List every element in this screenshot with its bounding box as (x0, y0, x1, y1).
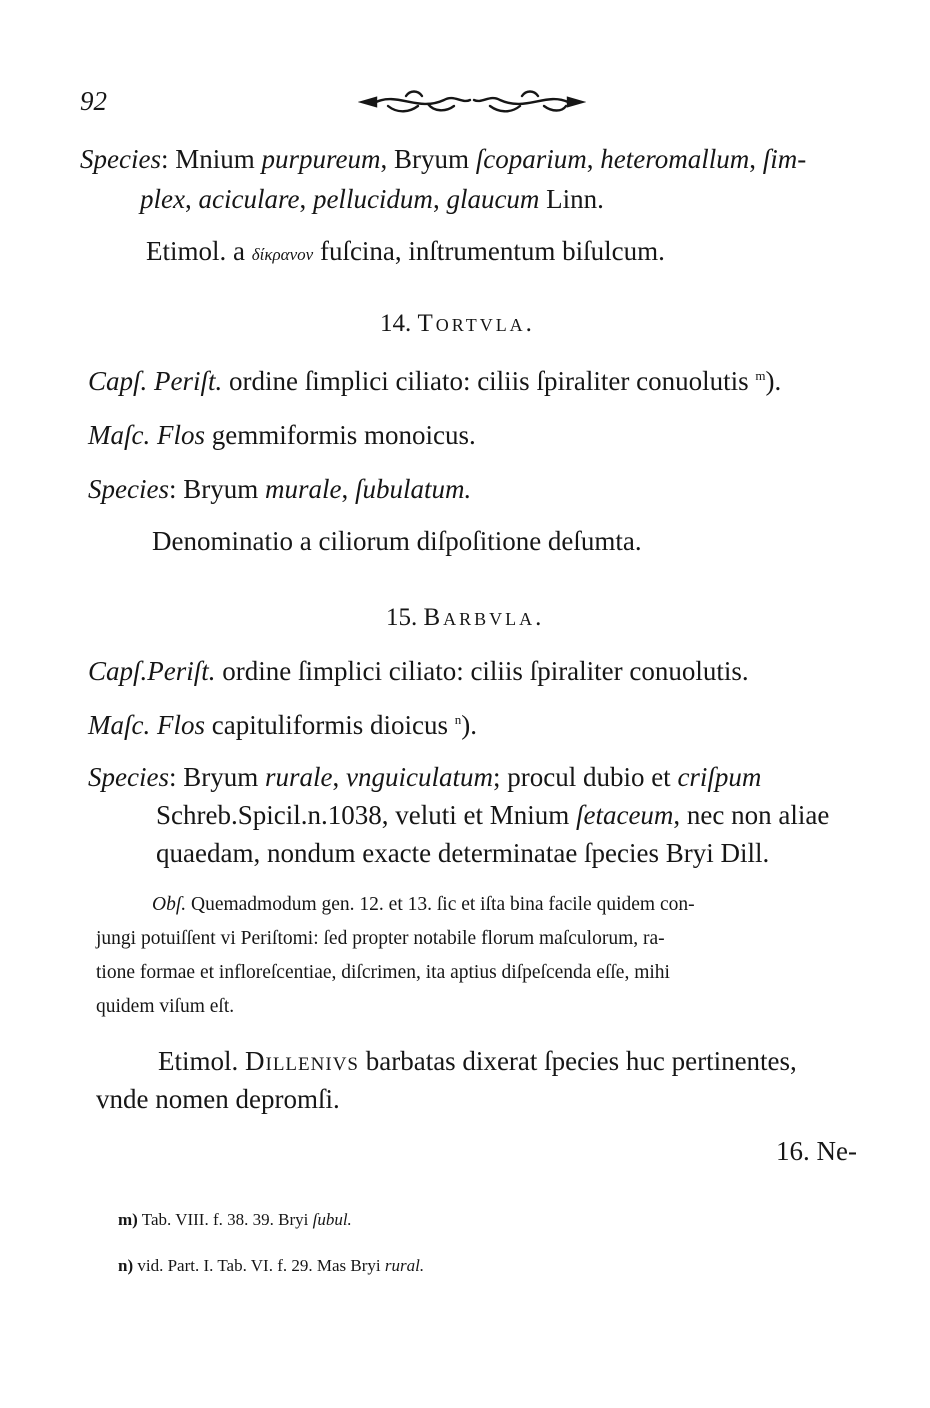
footnote-ref-m: m (755, 368, 766, 383)
page-number: 92 (80, 86, 107, 116)
tortula-capsule-line: Capſ. Periſt. ordine ſimplici ciliato: ciliis ſpiraliter conuolutis $^m$). (88, 366, 782, 396)
barbula-species-line-1: Species: Bryum rurale, vnguiculatum; procul dubio et criſpum (88, 762, 762, 792)
barbula-species-line-2: Schreb.Spicil.n.1038, veluti et Mnium ſetaceum, nec non aliae (156, 800, 830, 830)
species-line-1: Species: Mnium purpureum, Bryum ſcoparium, heteromallum, ſim- (80, 144, 807, 174)
tortula-flower-line: Maſc. Flos gemmiformis monoicus. (88, 420, 476, 450)
observation-label: Obſ. (152, 894, 187, 915)
barbula-flower-line: Maſc. Flos capituliformis dioicus $^n$). (88, 710, 477, 740)
footnote-ref-n: n (454, 712, 462, 727)
observation-line-4: quidem viſum eſt. (96, 996, 235, 1017)
species-line-2: plex, aciculare, pellucidum, glaucum Linn. (140, 184, 604, 214)
section-heading-14: 14. Tortvla. (380, 310, 535, 337)
section-heading-15: 15. Barbvla. (386, 604, 545, 631)
tortula-species-line: Species: Bryum murale, ſubulatum. (88, 474, 472, 504)
observation-line-1: Obſ. Quemadmodum gen. 12. et 13. ſic et iſta bina facile quidem con- (152, 894, 695, 915)
etymology-2-line-2: vnde nomen depromſi. (96, 1084, 340, 1114)
footnote-n: n) vid. Part. I. Tab. VI. f. 29. Mas Bryi rural. (118, 1256, 425, 1275)
etymology-2-line-1: Etimol. Dillenivs barbatas dixerat ſpecies huc pertinentes, (158, 1046, 797, 1076)
greek-word: δίκρανον (251, 245, 314, 264)
observation-line-2: jungi potuiſſent vi Periſtomi: ſed propter notabile florum maſculorum, ra- (96, 928, 665, 949)
observation-line-3: tione formae et infloreſcentiae, diſcrimen, ita aptius diſpeſcenda eſſe, mihi (96, 962, 670, 983)
decorative-headpiece-ornament-icon (358, 90, 586, 120)
tortula-denomination-line: Denominatio a ciliorum diſpoſitione deſumta. (152, 526, 642, 556)
etymology-line: Etimol. a δίκρανον fuſcina, inſtrumentum biſulcum. (146, 236, 665, 266)
barbula-species-line-3: quaedam, nondum exacte determinatae ſpecies Bryi Dill. (156, 838, 770, 868)
species-label: Species (80, 144, 161, 174)
barbula-capsule-line: Capſ.Periſt. ordine ſimplici ciliato: ciliis ſpiraliter conuolutis. (88, 656, 749, 686)
catchword: 16. Ne- (776, 1136, 857, 1166)
footnote-m: m) Tab. VIII. f. 38. 39. Bryi ſubul. (118, 1210, 352, 1229)
